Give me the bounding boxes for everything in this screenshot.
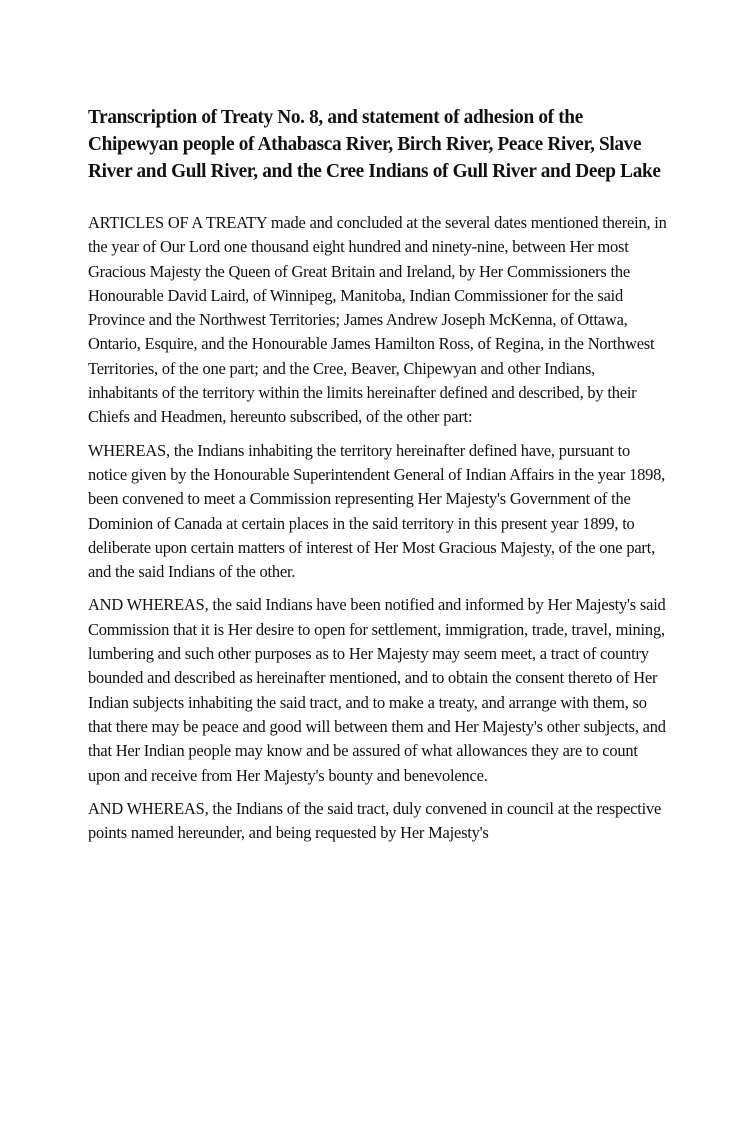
treaty-paragraph-whereas-1: WHEREAS, the Indians inhabiting the territory hereinafter defined have, pursuant to notice given by the Honourable Superintendent General of Indian Affairs in the year 1898, been convened to meet a Commission representing Her Majesty's Government of the Dominion of Canada at certain places in the said territory in this present year 1899, to deliberate upon certain matters of interest of Her Most Gracious Majesty, of the one part, and the said Indians of the other. — [88, 440, 666, 582]
treaty-paragraph-articles: ARTICLES OF A TREATY made and concluded at the several dates mentioned therein, in the year of Our Lord one thousand eight hundred and ninety-nine, between Her most Gracious Majesty the Queen of Great Britain and Ireland, by Her Commissioners the Honourable David Laird, of Winnipeg, Manitoba, Indian Commissioner for the said Province and the Northwest Territories; James Andrew Joseph McKenna, of Ottawa, Ontario, Esquire, and the Honourable James Hamilton Ross, of Regina, in the Northwest Territories, of the one part; and the Cree, Beaver, Chipewyan and other Indians, inhabitants of the territory within the limits hereinafter defined and described, by their Chiefs and Headmen, hereunto subscribed, of the other part: — [88, 213, 667, 427]
treaty-paragraph-whereas-3: AND WHEREAS, the Indians of the said tract, duly convened in council at the respective points named hereunder, and being requested by Her Majesty's — [88, 798, 662, 843]
document-title: Transcription of Treaty No. 8, and statement of adhesion of the Chipewyan people of Athabasca River, Birch River, Peace River, Slave River and Gull River, and the Cree Indians of Gull River and Deep Lake — [88, 106, 661, 182]
treaty-paragraph-whereas-2: AND WHEREAS, the said Indians have been notified and informed by Her Majesty's said Commission that it is Her desire to open for settlement, immigration, trade, travel, mining, lumbering and such other purposes as to Her Majesty may seem meet, a tract of country bounded and described as hereinafter mentioned, and to obtain the consent thereto of Her Indian subjects inhabiting the said tract, and to make a treaty, and arrange with them, so that there may be peace and good will between them and Her Majesty's other subjects, and that Her Indian people may know and be assured of what allowances they are to count upon and receive from Her Majesty's bounty and benevolence. — [88, 595, 666, 785]
document-body — [88, 104, 668, 854]
